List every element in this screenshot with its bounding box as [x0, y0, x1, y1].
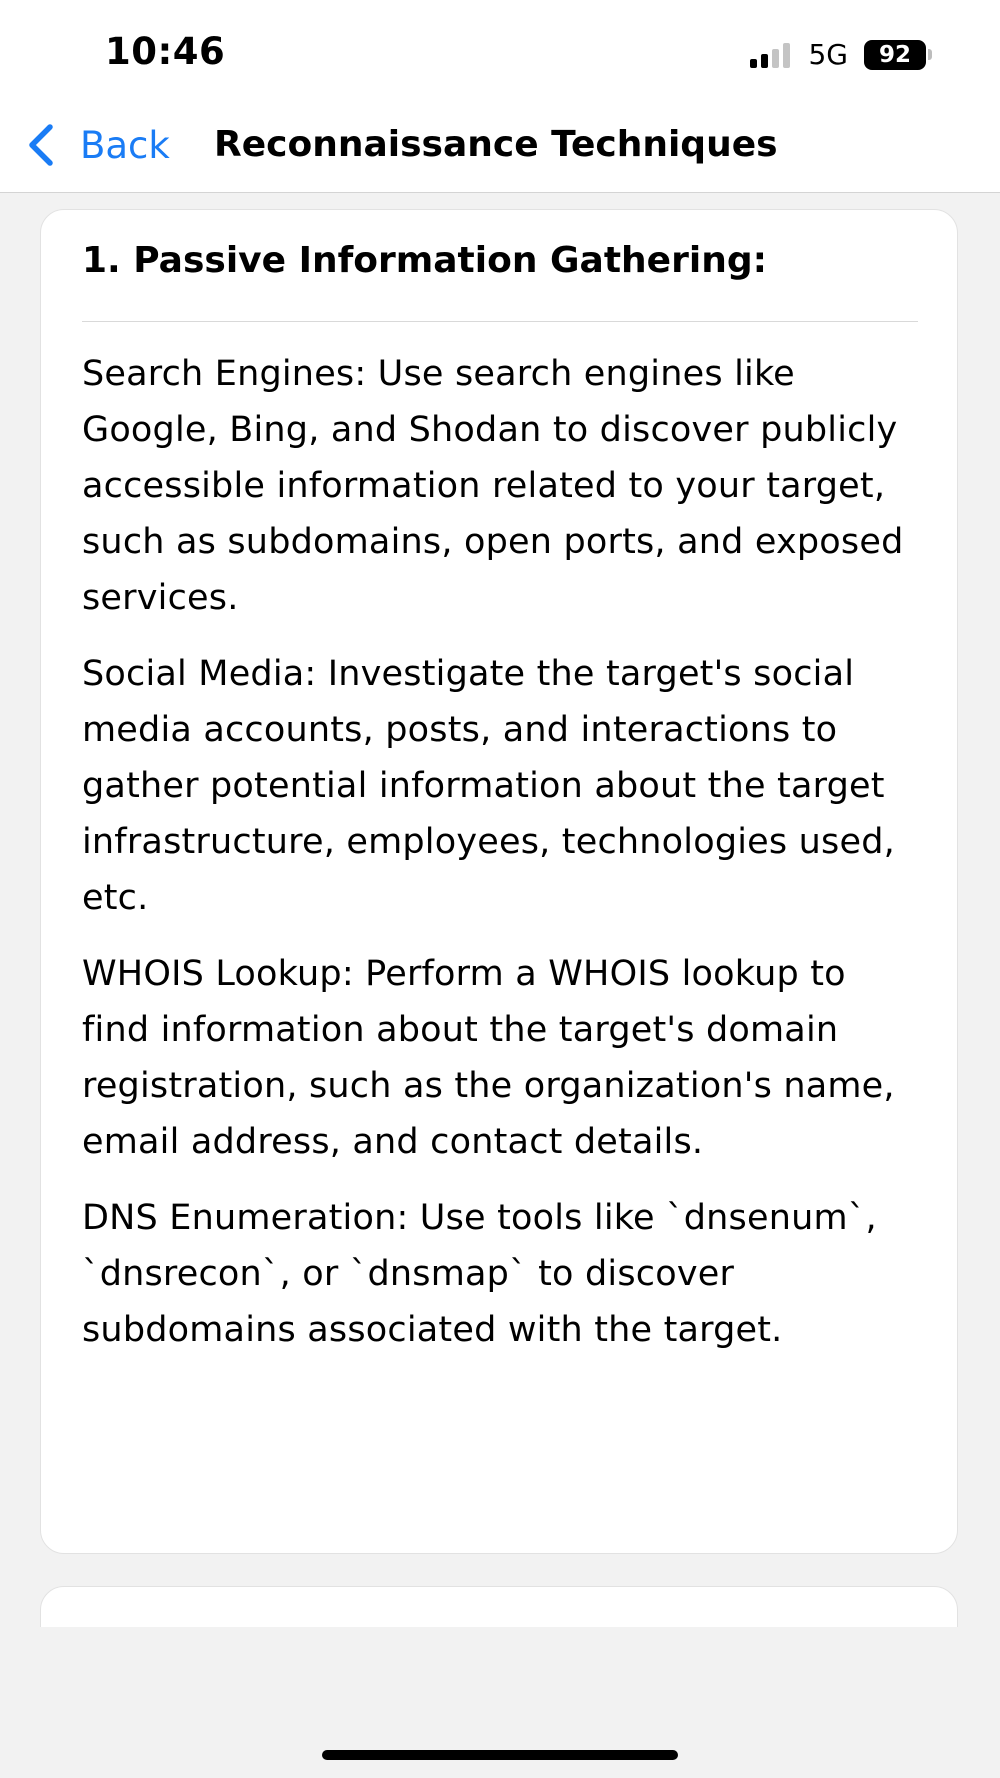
scroll-content[interactable] — [0, 193, 1000, 1627]
page-title: Reconnaissance Techniques — [214, 124, 778, 165]
next-section-card — [40, 1586, 958, 1627]
paragraph-dns-enumeration: DNS Enumeration: Use tools like `dnsenum`, `dnsrecon`, or `dnsmap` to discover subdomains associated with the target. — [82, 1198, 877, 1350]
back-button[interactable] — [22, 118, 170, 172]
back-button-label: Back — [80, 123, 170, 167]
battery-level: 92 — [864, 40, 926, 70]
navigation-bar — [0, 100, 1000, 193]
network-type-label: 5G — [808, 38, 848, 71]
battery-icon — [864, 40, 932, 70]
section-title: 1. Passive Information Gathering: — [82, 240, 767, 281]
cellular-signal-icon — [750, 42, 790, 68]
paragraph-whois-lookup: WHOIS Lookup: Perform a WHOIS lookup to find information about the target's domain registration, such as the organization's name, email address, and contact details. — [82, 954, 895, 1162]
paragraph-search-engines: Search Engines: Use search engines like Google, Bing, and Shodan to discover publicly accessible information related to your target, such as subdomains, open ports, and exposed services. — [82, 354, 904, 618]
status-indicators — [750, 38, 932, 71]
section-card — [40, 209, 958, 1554]
chevron-left-icon — [22, 123, 62, 167]
section-body — [82, 346, 922, 1378]
paragraph-social-media: Social Media: Investigate the target's social media accounts, posts, and interactions to gather potential information about the target infrastructure, employees, technologies used, etc. — [82, 654, 895, 918]
status-bar — [0, 0, 1000, 100]
status-time: 10:46 — [105, 30, 226, 73]
home-indicator[interactable] — [322, 1750, 678, 1760]
section-divider — [82, 321, 918, 322]
